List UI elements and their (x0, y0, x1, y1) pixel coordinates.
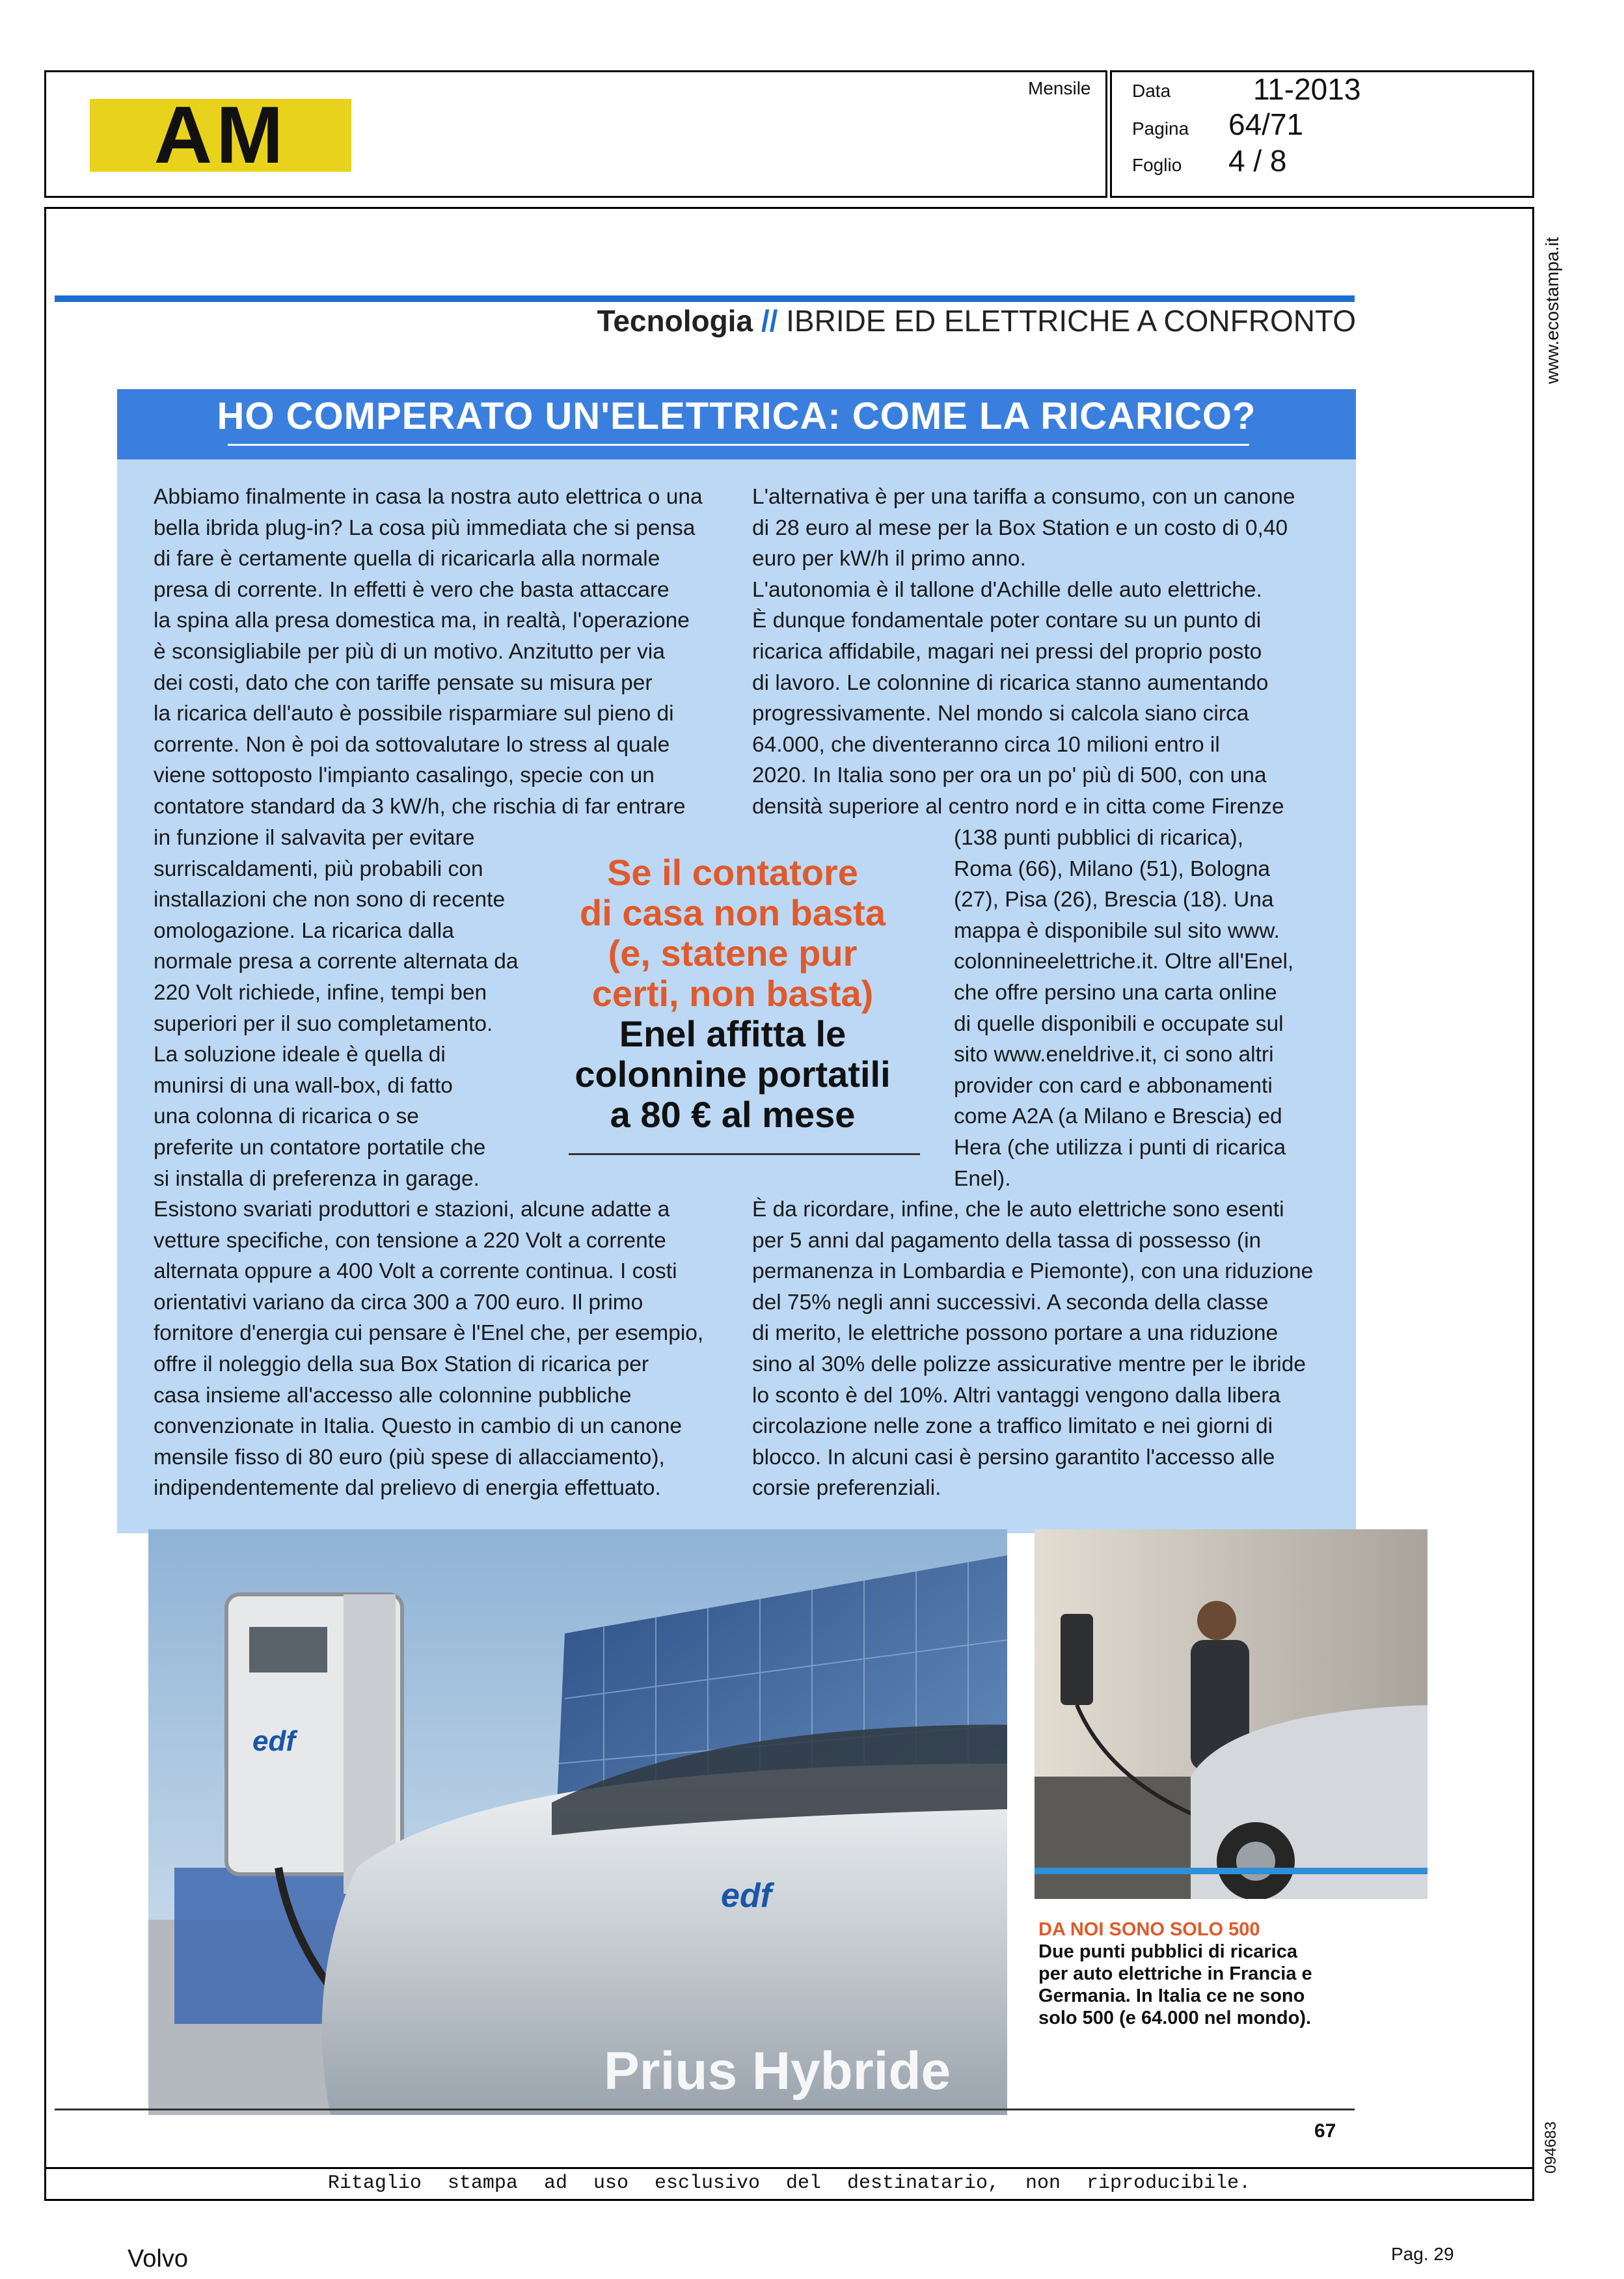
side-url (1537, 237, 1563, 390)
text-line: vetture specifiche, con tensione a 220 Volt a corrente (154, 1228, 666, 1253)
text-line: una colonna di ricarica o se (154, 1104, 419, 1129)
text-line: 220 Volt richiede, infine, tempi ben (154, 980, 487, 1005)
text-line: ricarica affidabile, magari nei pressi del proprio posto (752, 639, 1262, 664)
text-line: surriscaldamenti, più probabili con (154, 856, 483, 881)
text-line: per 5 anni dal pagamento della tassa di possesso (in (752, 1228, 1262, 1253)
left-column-top (154, 482, 739, 823)
text-line: Abbiamo finalmente in casa la nostra auto elettrica o una (154, 485, 703, 509)
article-title: HO COMPERATO UN'ELETTRICA: COME LA RICARICO? (217, 395, 1256, 437)
text-line: preferite un contatore portatile che (154, 1135, 486, 1160)
photo-man-charging (1035, 1529, 1428, 1899)
text-line: 2020. In Italia sono per ora un po' più di 500, con una (752, 763, 1267, 788)
text-line: Hera (che utilizza i punti di ricarica (954, 1135, 1286, 1160)
text-line: è sconsigliabile per più di un motivo. Anzitutto per via (154, 639, 665, 664)
bottom-rule (55, 2108, 1355, 2110)
text-line: presa di corrente. In effetti è vero che basta attaccare (154, 577, 670, 602)
photo-caption (1038, 1918, 1338, 2029)
subsection-name: IBRIDE ED ELETTRICHE A CONFRONTO (786, 304, 1356, 338)
text-line: (138 punti pubblici di ricarica), (954, 826, 1244, 850)
pull-red-line: certi, non basta) (591, 973, 874, 1014)
data-value: 11-2013 (1253, 72, 1361, 106)
text-line: omologazione. La ricarica dalla (154, 918, 454, 943)
pull-quote (557, 853, 908, 1135)
text-line: corsie preferenziali. (752, 1476, 941, 1501)
right-column-top (752, 482, 1338, 823)
text-line: la ricarica dell'auto è possibile risparmiare sul pieno di (154, 702, 674, 726)
text-line: si installa di preferenza in garage. (154, 1166, 480, 1191)
text-line: corrente. Non è poi da sottovalutare lo stress al quale (154, 732, 670, 757)
right-column-narrow (954, 823, 1344, 1194)
disclaimer-text: Ritaglio stampa ad uso esclusivo del destinatario, non riproducibile. (327, 2172, 1251, 2194)
text-line: come A2A (a Milano e Brescia) ed (954, 1104, 1282, 1129)
text-line: dei costi, dato che con tariffe pensate su misura per (154, 670, 653, 695)
photo-charging-station (148, 1529, 1007, 2115)
caption-line: solo 500 (e 64.000 nel mondo). (1038, 2008, 1312, 2028)
text-line: Esistono svariati produttori e stazioni, alcune adatte a (154, 1197, 670, 1221)
text-line: del 75% negli anni successivi. A seconda della classe (752, 1290, 1269, 1315)
caption-line: Germania. In Italia ce ne sono (1038, 1986, 1305, 2006)
text-line: in funzione il salvavita per evitare (154, 826, 475, 850)
text-line: viene sottoposto l'impianto casalingo, specie con un (154, 763, 655, 788)
text-line: circolazione nelle zone a traffico limitato e nei giorni di (752, 1414, 1273, 1439)
text-line: 64.000, che diventeranno circa 10 milioni entro il (752, 732, 1220, 757)
text-line: la spina alla presa domestica ma, in realtà, l'operazione (154, 608, 690, 633)
text-line: installazioni che non sono di recente (154, 888, 506, 912)
publication-logo (90, 90, 351, 180)
text-line: munirsi di una wall-box, di fatto (154, 1073, 453, 1098)
caption-line: per auto elettriche in Francia e (1038, 1963, 1312, 1984)
right-column-bottom (752, 1194, 1351, 1504)
text-line: densità superiore al centro nord e in citta come Firenze (752, 794, 1284, 819)
text-line: mensile fisso di 80 euro (più spese di allacciamento), (154, 1445, 665, 1469)
periodicity-label: Mensile (1028, 78, 1091, 98)
section-name: Tecnologia (597, 304, 753, 338)
text-line: (27), Pisa (26), Brescia (18). Una (954, 888, 1274, 912)
text-line: colonnineelettriche.it. Oltre all'Enel, (954, 949, 1294, 974)
left-column-bottom (154, 1194, 739, 1504)
text-line: indipendentemente dal prelievo di energia effettuato. (154, 1476, 661, 1501)
text-line: sito www.eneldrive.it, ci sono altri (954, 1043, 1274, 1067)
pagina-value: 64/71 (1228, 107, 1304, 141)
text-line: superiori per il suo completamento. (154, 1011, 493, 1036)
section-header (586, 303, 1356, 338)
footer-client: Volvo (128, 2245, 188, 2272)
text-line: progressivamente. Nel mondo si calcola siano circa (752, 702, 1249, 726)
text-line: orientativi variano da circa 300 a 700 euro. Il primo (154, 1290, 643, 1315)
photo-man-charging-svg (1035, 1529, 1428, 1899)
title-underline (228, 444, 1249, 446)
text-line: È da ricordare, infine, che le auto elettriche sono esenti (752, 1197, 1284, 1221)
top-rule (55, 295, 1355, 302)
text-line: fornitore d'energia cui pensare è l'Enel che, per esempio, (154, 1321, 704, 1346)
text-line: bella ibrida plug-in? La cosa più immediata che si pensa (154, 515, 696, 540)
edf-logo-car: edf (721, 1877, 772, 1915)
photo-charging-station-svg (148, 1529, 1007, 2115)
text-line: di quelle disponibili e occupate sul (954, 1011, 1284, 1036)
pull-red-line: Se il contatore (607, 852, 858, 893)
text-line: È dunque fondamentale poter contare su un punto di (752, 608, 1262, 633)
text-line: di merito, le elettriche possono portare a una riduzione (752, 1321, 1279, 1346)
logo-text: AM (154, 90, 288, 180)
text-line: casa insieme all'accesso alle colonnine pubbliche (154, 1383, 632, 1408)
pull-red-line: di casa non basta (580, 892, 886, 933)
page-number: 67 (1314, 2120, 1336, 2142)
caption-line: Due punti pubblici di ricarica (1038, 1941, 1297, 1962)
text-line: sino al 30% delle polizze assicurative mentre per le ibride (752, 1352, 1306, 1376)
foglio-label: Foglio (1132, 155, 1182, 175)
text-line: mappa è disponibile sul sito www. (954, 918, 1280, 943)
text-line: provider con card e abbonamenti (954, 1073, 1273, 1098)
prius-hybride-text: Prius Hybride (604, 2041, 951, 2101)
disclaimer-rule (46, 2167, 1533, 2169)
pull-black-line: a 80 € al mese (610, 1094, 856, 1135)
text-line: convenzionate in Italia. Questo in cambio di un canone (154, 1414, 682, 1439)
pull-black-line: Enel affitta le (619, 1013, 846, 1054)
text-line: euro per kW/h il primo anno. (752, 547, 1026, 571)
text-line: normale presa a corrente alternata da (154, 949, 519, 974)
text-line: Enel). (954, 1166, 1011, 1191)
text-line: Roma (66), Milano (51), Bologna (954, 856, 1270, 881)
text-line: L'alternativa è per una tariffa a consumo, con un canone (752, 485, 1295, 509)
caption-title: DA NOI SONO SOLO 500 (1038, 1919, 1260, 1940)
data-label: Data (1132, 81, 1171, 101)
pull-quote-rule (569, 1153, 920, 1155)
side-code-text: 094683 (1542, 2121, 1560, 2174)
footer-page: Pag. 29 (1391, 2244, 1454, 2264)
text-line: lo sconto è del 10%. Altri vantaggi vengono dalla libera (752, 1383, 1280, 1408)
side-url-text: www.ecostampa.it (1542, 237, 1562, 384)
text-line: L'autonomia è il tallone d'Achille delle auto elettriche. (752, 577, 1262, 602)
section-separator: // (761, 304, 778, 338)
edf-logo-station: edf (252, 1725, 295, 1757)
text-line: che offre persino una carta online (954, 980, 1277, 1005)
left-column-narrow (154, 823, 544, 1194)
text-line: contatore standard da 3 kW/h, che rischia di far entrare (154, 794, 686, 819)
pull-red-line: (e, statene pur (608, 933, 858, 974)
pull-black-line: colonnine portatili (575, 1054, 891, 1095)
text-line: di lavoro. Le colonnine di ricarica stanno aumentando (752, 670, 1269, 695)
text-line: di fare è certamente quella di ricaricarla alla normale (154, 547, 660, 571)
text-line: di 28 euro al mese per la Box Station e un costo di 0,40 (752, 515, 1288, 540)
text-line: offre il noleggio della sua Box Station di ricarica per (154, 1352, 649, 1376)
text-line: blocco. In alcuni casi è persino garantito l'accesso alle (752, 1445, 1275, 1469)
foglio-value: 4 / 8 (1228, 144, 1287, 178)
text-line: permanenza in Lombardia e Piemonte), con una riduzione (752, 1259, 1314, 1284)
text-line: La soluzione ideale è quella di (154, 1043, 446, 1067)
pagina-label: Pagina (1132, 118, 1189, 139)
text-line: alternata oppure a 400 Volt a corrente continua. I costi (154, 1259, 677, 1284)
